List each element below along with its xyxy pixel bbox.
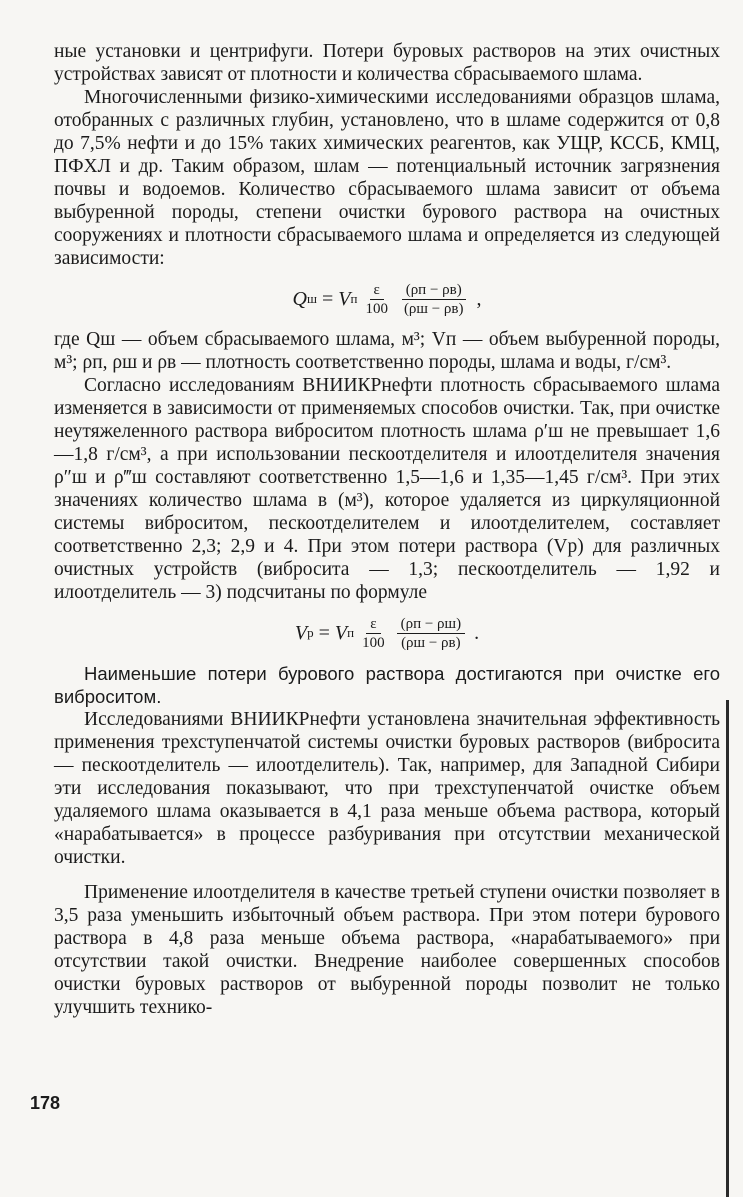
formula-1-v-sub: п [350, 291, 358, 306]
formula-1-tail: , [471, 287, 482, 310]
formula-2-v-sub: п [347, 625, 355, 640]
formula-2-fraction-density [397, 616, 466, 651]
page-body [54, 40, 720, 1019]
formula-v-loss [54, 604, 720, 662]
formula-2-lhs-sub: р [307, 625, 314, 640]
formula-1-f1-den: 100 [365, 300, 388, 317]
page-number: 178 [30, 1093, 61, 1113]
formula-2-f1-den: 100 [362, 634, 385, 651]
paragraph-6: Исследованиями ВНИИКРнефти установлена значительная эффективность применения трехступенчатой системы очистки буровых растворов (вибросита — пескоотделитель — илоотделитель). Так, например, для Западной Сибири эти исследования показывают, что при трехступенчатой очистке объем удаляемого шлама оказывается в 4,1 раза меньше объема раствора, который «нарабатывается» в процессе разбуривания при отсутствии механической очистки. [54, 709, 720, 868]
formula-1-f2-num: (ρп − ρв) [402, 282, 466, 300]
formula-2-f1-num: ε [366, 616, 380, 634]
formula-1-fraction-density [400, 282, 468, 317]
formula-2-f2-den: (ρш − ρв) [401, 634, 461, 651]
formula-1-eq: = [316, 287, 339, 310]
page-edge-shadow [726, 700, 729, 1197]
paragraph-7: Применение илоотделителя в качестве третьей ступени очистки позволяет в 3,5 раза уменьшить избыточный объем раствора. При этом потери бурового раствора в 4,8 раза меньше объема раствора, «нарабатываемого» при отсутствии такой очистки. Внедрение наиболее совершенных способов очистки буровых растворов от выбуренной породы позволит не только улучшить технико- [54, 882, 720, 1018]
paragraph-5: Наименьшие потери бурового раствора достигаются при очистке его виброситом. [54, 663, 720, 707]
paragraph-3: где Qш — объем сбрасываемого шлама, м³; Vп — объем выбуренной породы, м³; ρп, ρш и ρв — плотность соответственно породы, шлама и воды, г/см³. [54, 329, 720, 373]
formula-1-fraction-epsilon [361, 282, 392, 317]
paragraph-2: Многочисленными физико-химическими исследованиями образцов шлама, отобранных с различных глубин, установлено, что в шламе содержится от 0,8 до 7,5% нефти и до 15% таких химических реагентов, как УЩР, КССБ, КМЦ, ПФХЛ и др. Таким образом, шлам — потенциальный источник загрязнения почвы и водоемов. Количество сбрасываемого шлама зависит от объема выбуренной породы, степени очистки бурового раствора на очистных сооружениях и плотности сбрасываемого шлама и определяется из следующей зависимости: [54, 87, 720, 269]
formula-2-lhs: V [294, 621, 308, 644]
paragraph-4: Согласно исследованиям ВНИИКРнефти плотность сбрасываемого шлама изменяется в зависимости от применяемых способов очистки. Так, при очистке неутяжеленного раствора виброситом плотность шлама ρ′ш не превышает 1,6—1,8 г/см³, а при использовании пескоотделителя и илоотделителя значения ρ″ш и ρ‴ш составляют соответственно 1,5—1,6 и 1,35—1,45 г/см³. При этих значениях количество шлама в (м³), которое удаляется из циркуляционной системы виброситом, пескоотделителем и илоотделителем, составляет соответственно 2,3; 2,9 и 4. При этом потери раствора (Vр) для различных очистных устройств (вибросита — 1,3; пескоотделитель — 1,92 и илоотделитель — 3) подсчитаны по формуле [54, 375, 720, 603]
formula-2-tail: . [469, 621, 480, 644]
formula-2-eq: = [313, 621, 335, 644]
formula-1-lhs-sub: ш [306, 291, 317, 306]
formula-2-fraction-epsilon [358, 616, 389, 651]
formula-2-f2-num: (ρп − ρш) [397, 616, 466, 634]
formula-1-f1-num: ε [370, 282, 384, 300]
formula-1-v: V [338, 287, 351, 310]
formula-1-f2-den: (ρш − ρв) [403, 300, 464, 317]
formula-1-lhs: Q [292, 287, 307, 310]
formula-q-sludge [54, 270, 720, 328]
formula-2-v: V [334, 621, 348, 644]
paragraph-1: ные установки и центрифуги. Потери буровых растворов на этих очистных устройствах зависят от плотности и количества сбрасываемого шлама. [54, 41, 720, 85]
